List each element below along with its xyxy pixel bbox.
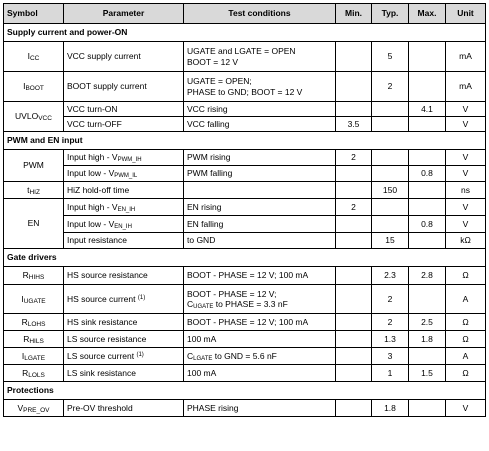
test-condition-cell: VCC falling <box>184 117 336 132</box>
parameter-cell: Pre-OV threshold <box>64 400 184 417</box>
typ-cell <box>372 102 409 117</box>
header-min: Min. <box>336 4 372 24</box>
symbol-subscript: HIZ <box>29 188 40 196</box>
test-condition-cell: BOOT - PHASE = 12 V; 100 mA <box>184 267 336 285</box>
symbol-cell: $V_{PRE\_OV}$ <box>4 400 64 417</box>
unit-cell: A <box>446 348 486 365</box>
typ-cell: 3 <box>372 348 409 365</box>
table-row <box>4 233 486 249</box>
symbol-cell: $t_{HIZ}$ <box>4 182 64 199</box>
max-cell: 1.8 <box>409 331 446 348</box>
footnote-ref: (1) <box>137 294 146 301</box>
section-row <box>4 132 486 150</box>
subscript: EN_IH <box>114 223 132 230</box>
typ-cell <box>372 199 409 216</box>
test-condition-cell: to GND <box>184 233 336 249</box>
table-row <box>4 42 486 72</box>
table-row <box>4 267 486 285</box>
typ-cell: 5 <box>372 42 409 72</box>
test-condition-cell: EN rising <box>184 199 336 216</box>
table-row <box>4 400 486 417</box>
symbol-subscript: HIHS <box>28 274 45 282</box>
section-row <box>4 382 486 400</box>
max-cell: 0.8 <box>409 166 446 182</box>
section-title: Gate drivers <box>4 249 486 267</box>
section-row <box>4 24 486 42</box>
parameter-cell: Input low - $V_{EN\_IH}$ <box>64 216 184 233</box>
table-row <box>4 348 486 365</box>
subscript: EN_IH <box>117 206 136 213</box>
min-cell: 2 <box>336 150 372 166</box>
typ-cell: 2.3 <box>372 267 409 285</box>
test-condition-cell: EN falling <box>184 216 336 233</box>
unit-cell: V <box>446 117 486 132</box>
table-row <box>4 331 486 348</box>
unit-cell: Ω <box>446 365 486 382</box>
unit-cell: V <box>446 199 486 216</box>
parameter-cell: LS sink resistance <box>64 365 184 382</box>
typ-cell: 1 <box>372 365 409 382</box>
typ-cell <box>372 166 409 182</box>
symbol-subscript: CC <box>29 55 40 63</box>
section-title: Supply current and power-ON <box>4 24 486 42</box>
min-cell <box>336 233 372 249</box>
table-row <box>4 216 486 233</box>
header-symbol: Symbol <box>4 4 64 24</box>
subscript: PWM_IL <box>114 173 138 180</box>
symbol-cell: $I_{BOOT}$ <box>4 72 64 102</box>
header-row <box>4 4 486 24</box>
unit-cell: V <box>446 102 486 117</box>
max-cell: 1.5 <box>409 365 446 382</box>
parameter-cell: Input high - $V_{EN\_IH}$ <box>64 199 184 216</box>
unit-cell: Ω <box>446 314 486 331</box>
unit-cell: A <box>446 285 486 314</box>
symbol-subscript: LOLS <box>28 371 45 379</box>
symbol-subscript: LOHS <box>27 320 46 328</box>
symbol-cell: $R_{LOLS}$ <box>4 365 64 382</box>
test-condition-cell: PWM falling <box>184 166 336 182</box>
max-cell: 4.1 <box>409 102 446 117</box>
min-cell <box>336 365 372 382</box>
parameter-cell: HS source current $^{(1)}$ <box>64 285 184 314</box>
unit-cell: V <box>446 216 486 233</box>
unit-cell: V <box>446 150 486 166</box>
parameter-cell: HS source resistance <box>64 267 184 285</box>
header-max: Max. <box>409 4 446 24</box>
min-cell <box>336 400 372 417</box>
min-cell <box>336 182 372 199</box>
min-cell <box>336 285 372 314</box>
test-condition-cell: UGATE and LGATE = OPEN BOOT = 12 V <box>184 42 336 72</box>
header-unit: Unit <box>446 4 486 24</box>
symbol-subscript: UGATE <box>23 297 46 305</box>
max-cell: 2.5 <box>409 314 446 331</box>
subscript: PWM_IH <box>117 157 142 164</box>
symbol-cell: $I_{CC}$ <box>4 42 64 72</box>
test-condition-cell: $C_{LGATE}$ to GND = 5.6 nF <box>184 348 336 365</box>
symbol-subscript: VCC <box>38 115 52 123</box>
min-cell <box>336 331 372 348</box>
header-test-conditions: Test conditions <box>184 4 336 24</box>
min-cell <box>336 42 372 72</box>
test-condition-cell: BOOT - PHASE = 12 V; 100 mA <box>184 314 336 331</box>
typ-cell: 15 <box>372 233 409 249</box>
symbol-cell: $R_{LOHS}$ <box>4 314 64 331</box>
header-parameter: Parameter <box>64 4 184 24</box>
unit-cell: ns <box>446 182 486 199</box>
typ-cell: 2 <box>372 314 409 331</box>
parameter-cell: VCC turn-ON <box>64 102 184 117</box>
unit-cell: Ω <box>446 267 486 285</box>
parameter-cell: BOOT supply current <box>64 72 184 102</box>
symbol-subscript: LGATE <box>24 354 46 362</box>
symbol-cell: $R_{HILS}$ <box>4 331 64 348</box>
max-cell <box>409 42 446 72</box>
max-cell <box>409 285 446 314</box>
max-cell <box>409 400 446 417</box>
max-cell: 0.8 <box>409 216 446 233</box>
test-condition-cell: PWM rising <box>184 150 336 166</box>
section-row <box>4 249 486 267</box>
test-condition-cell: UGATE = OPEN; PHASE to GND; BOOT = 12 V <box>184 72 336 102</box>
table-row <box>4 102 486 117</box>
min-cell <box>336 72 372 102</box>
parameter-cell: LS source current $^{(1)}$ <box>64 348 184 365</box>
parameter-cell: Input resistance <box>64 233 184 249</box>
min-cell <box>336 348 372 365</box>
test-condition-cell: PHASE rising <box>184 400 336 417</box>
typ-cell: 2 <box>372 285 409 314</box>
symbol-cell: EN <box>4 199 64 249</box>
table-row <box>4 314 486 331</box>
unit-cell: mA <box>446 72 486 102</box>
symbol-subscript: BOOT <box>25 85 44 93</box>
symbol-cell: $UVLO_{VCC}$ <box>4 102 64 132</box>
test-condition-cell: 100 mA <box>184 365 336 382</box>
table-row <box>4 166 486 182</box>
symbol-cell: $I_{LGATE}$ <box>4 348 64 365</box>
min-cell: 3.5 <box>336 117 372 132</box>
table-row <box>4 285 486 314</box>
test-condition-cell: BOOT - PHASE = 12 V; $C_{UGATE}$ to PHASE = 3.3 nF <box>184 285 336 314</box>
symbol-subscript: HILS <box>29 337 44 345</box>
max-cell <box>409 72 446 102</box>
parameter-cell: Input low - $V_{PWM\_IL}$ <box>64 166 184 182</box>
typ-cell: 1.3 <box>372 331 409 348</box>
parameter-cell: HiZ hold-off time <box>64 182 184 199</box>
max-cell: 2.8 <box>409 267 446 285</box>
symbol-cell: $I_{UGATE}$ <box>4 285 64 314</box>
subscript: UGATE <box>193 304 214 310</box>
min-cell: 2 <box>336 199 372 216</box>
unit-cell: kΩ <box>446 233 486 249</box>
section-title: Protections <box>4 382 486 400</box>
typ-cell: 150 <box>372 182 409 199</box>
min-cell <box>336 267 372 285</box>
min-cell <box>336 314 372 331</box>
electrical-characteristics-table <box>3 3 486 417</box>
unit-cell: V <box>446 166 486 182</box>
footnote-ref: (1) <box>136 351 144 358</box>
test-condition-cell: VCC rising <box>184 102 336 117</box>
typ-cell <box>372 216 409 233</box>
table-row <box>4 117 486 132</box>
unit-cell: V <box>446 400 486 417</box>
symbol-subscript: PRE_OV <box>23 406 50 414</box>
parameter-cell: Input high - $V_{PWM\_IH}$ <box>64 150 184 166</box>
test-condition-cell: 100 mA <box>184 331 336 348</box>
max-cell <box>409 182 446 199</box>
parameter-cell: HS sink resistance <box>64 314 184 331</box>
parameter-cell: LS source resistance <box>64 331 184 348</box>
table-body <box>4 24 486 417</box>
typ-cell: 2 <box>372 72 409 102</box>
header-typ: Typ. <box>372 4 409 24</box>
parameter-cell: VCC turn-OFF <box>64 117 184 132</box>
symbol-cell: PWM <box>4 150 64 182</box>
max-cell <box>409 233 446 249</box>
subscript: LGATE <box>193 355 213 362</box>
table-row <box>4 365 486 382</box>
max-cell <box>409 348 446 365</box>
table-row <box>4 150 486 166</box>
min-cell <box>336 216 372 233</box>
typ-cell: 1.8 <box>372 400 409 417</box>
section-title: PWM and EN input <box>4 132 486 150</box>
table-row <box>4 72 486 102</box>
table-row <box>4 182 486 199</box>
typ-cell <box>372 150 409 166</box>
unit-cell: mA <box>446 42 486 72</box>
test-condition-cell <box>184 182 336 199</box>
min-cell <box>336 102 372 117</box>
unit-cell: Ω <box>446 331 486 348</box>
parameter-cell: VCC supply current <box>64 42 184 72</box>
table-row <box>4 199 486 216</box>
max-cell <box>409 150 446 166</box>
min-cell <box>336 166 372 182</box>
typ-cell <box>372 117 409 132</box>
max-cell <box>409 117 446 132</box>
max-cell <box>409 199 446 216</box>
symbol-cell: $R_{HIHS}$ <box>4 267 64 285</box>
